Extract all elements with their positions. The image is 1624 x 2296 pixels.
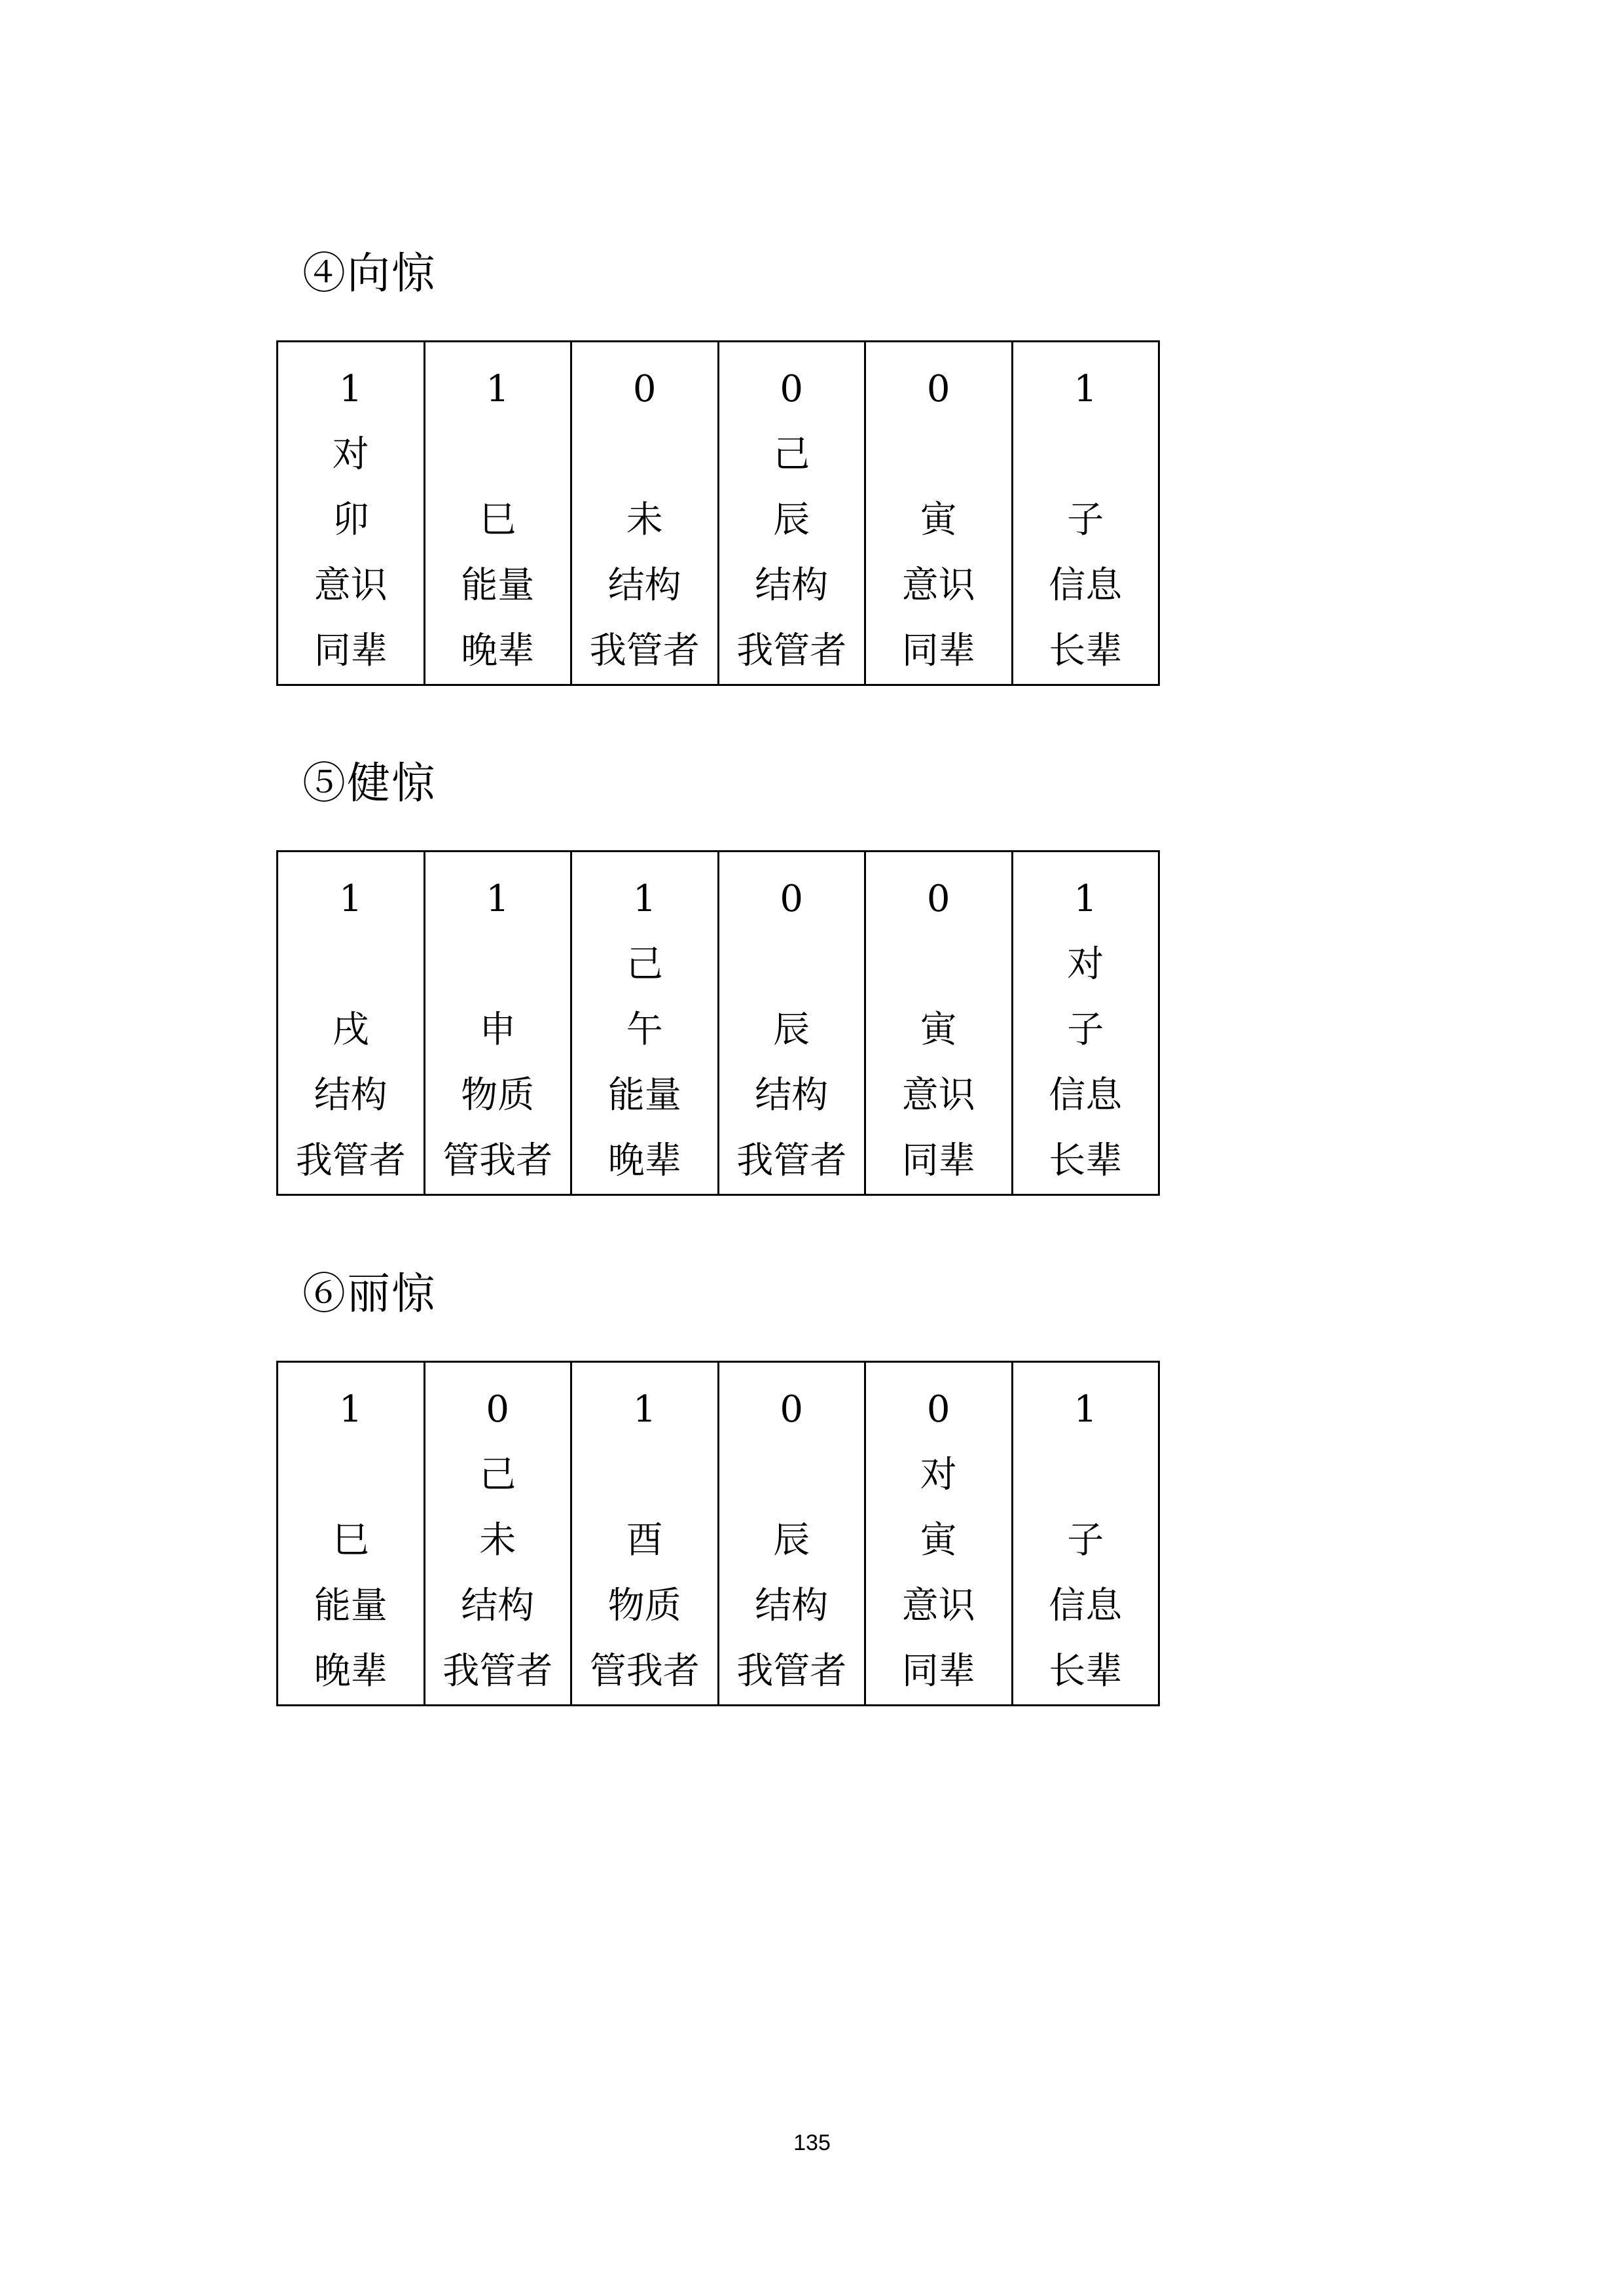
- cell-line: 辰: [773, 1519, 810, 1562]
- table-cell: [424, 342, 571, 685]
- cell-line: 同辈: [314, 630, 388, 672]
- cell-line: 管我者: [442, 1139, 553, 1182]
- cell-line: 0: [780, 368, 804, 410]
- cell-line: 同辈: [901, 1139, 975, 1182]
- cell-line: 结构: [755, 564, 829, 607]
- cell-line: 1: [632, 878, 657, 920]
- cell-line: 我管者: [736, 630, 847, 672]
- table-cell: [1012, 1362, 1159, 1706]
- table-cell: [424, 1362, 571, 1706]
- cell-line: 晚辈: [461, 630, 535, 672]
- cell-line: 酉: [626, 1519, 663, 1562]
- table-row: [278, 342, 1159, 685]
- hexagram-table: [276, 850, 1160, 1196]
- table-cell: [865, 342, 1013, 685]
- cell-line: 戌: [332, 1009, 369, 1051]
- cell-line: 子: [1067, 499, 1104, 541]
- table-cell: [718, 1362, 865, 1706]
- cell-line: 能量: [314, 1585, 388, 1627]
- table-cell: [1012, 852, 1159, 1195]
- cell-line: 未: [626, 499, 663, 541]
- cell-line: 同辈: [901, 1650, 975, 1693]
- cell-line: 对: [920, 1454, 957, 1496]
- cell-line: [1013, 422, 1159, 488]
- cell-line: 能量: [461, 564, 535, 607]
- cell-line: 结构: [461, 1585, 535, 1627]
- cell-line: 结构: [755, 1074, 829, 1117]
- cell-line: 我管者: [442, 1650, 553, 1693]
- cell-line: 结构: [607, 564, 681, 607]
- cell-line: 结构: [314, 1074, 388, 1117]
- cell-line: 1: [486, 878, 510, 920]
- cell-line: 1: [338, 368, 363, 410]
- cell-line: [1013, 1443, 1159, 1508]
- table-cell: [571, 342, 719, 685]
- cell-line: 长辈: [1049, 1139, 1123, 1182]
- cell-line: 辰: [773, 499, 810, 541]
- cell-line: 我管者: [736, 1650, 847, 1693]
- cell-line: [572, 422, 717, 488]
- cell-line: 1: [1074, 1388, 1098, 1431]
- page-number: 135: [793, 2130, 831, 2155]
- cell-line: 物质: [461, 1074, 535, 1117]
- cell-line: 0: [926, 878, 950, 920]
- table-cell: [865, 1362, 1013, 1706]
- cell-line: 信息: [1049, 1074, 1123, 1117]
- cell-line: 寅: [920, 499, 957, 541]
- table-row: [278, 852, 1159, 1195]
- cell-line: 子: [1067, 1009, 1104, 1051]
- cell-line: 意识: [901, 564, 975, 607]
- cell-line: 辰: [773, 1009, 810, 1051]
- cell-line: [278, 1443, 424, 1508]
- cell-line: 寅: [920, 1519, 957, 1562]
- table-cell: [278, 1362, 425, 1706]
- cell-line: 0: [926, 1388, 950, 1431]
- section-heading: ⑥丽惊: [302, 1268, 436, 1319]
- cell-line: 未: [479, 1519, 516, 1562]
- table-cell: [278, 342, 425, 685]
- cell-line: 对: [332, 433, 369, 476]
- cell-line: [719, 932, 865, 997]
- cell-line: [425, 422, 571, 488]
- hexagram-table: [276, 1361, 1160, 1706]
- cell-line: 1: [1074, 878, 1098, 920]
- cell-line: 结构: [755, 1585, 829, 1627]
- cell-line: 0: [926, 368, 950, 410]
- cell-line: 午: [626, 1009, 663, 1051]
- cell-line: [719, 1443, 865, 1508]
- table-cell: [571, 852, 719, 1195]
- section-heading: ⑤健惊: [302, 758, 436, 808]
- table-row: [278, 1362, 1159, 1706]
- cell-line: 1: [1074, 368, 1098, 410]
- cell-line: [866, 932, 1011, 997]
- cell-line: 0: [632, 368, 657, 410]
- cell-line: 1: [486, 368, 510, 410]
- cell-line: 1: [338, 878, 363, 920]
- cell-line: 寅: [920, 1009, 957, 1051]
- cell-line: 意识: [314, 564, 388, 607]
- cell-line: 巳: [332, 1519, 369, 1562]
- cell-line: 我管者: [295, 1139, 406, 1182]
- cell-line: 信息: [1049, 1585, 1123, 1627]
- cell-line: 0: [486, 1388, 510, 1431]
- cell-line: 我管者: [589, 630, 700, 672]
- cell-line: 子: [1067, 1519, 1104, 1562]
- cell-line: 晚辈: [314, 1650, 388, 1693]
- cell-line: 同辈: [901, 630, 975, 672]
- cell-line: 巳: [479, 499, 516, 541]
- cell-line: 卯: [332, 499, 369, 541]
- table-cell: [278, 852, 425, 1195]
- cell-line: 意识: [901, 1074, 975, 1117]
- table-cell: [424, 852, 571, 1195]
- cell-line: 己: [626, 943, 663, 986]
- cell-line: 我管者: [736, 1139, 847, 1182]
- table-cell: [865, 852, 1013, 1195]
- cell-line: 己: [773, 433, 810, 476]
- table-cell: [1012, 342, 1159, 685]
- cell-line: 能量: [607, 1074, 681, 1117]
- table-cell: [718, 342, 865, 685]
- cell-line: 长辈: [1049, 1650, 1123, 1693]
- cell-line: 0: [780, 878, 804, 920]
- cell-line: 1: [338, 1388, 363, 1431]
- cell-line: 管我者: [589, 1650, 700, 1693]
- cell-line: 0: [780, 1388, 804, 1431]
- cell-line: 申: [479, 1009, 516, 1051]
- table-cell: [718, 852, 865, 1195]
- cell-line: [572, 1443, 717, 1508]
- table-cell: [571, 1362, 719, 1706]
- cell-line: 晚辈: [607, 1139, 681, 1182]
- cell-line: 1: [632, 1388, 657, 1431]
- section-heading: ④向惊: [302, 248, 436, 298]
- cell-line: 己: [479, 1454, 516, 1496]
- cell-line: 物质: [607, 1585, 681, 1627]
- cell-line: [278, 932, 424, 997]
- cell-line: 长辈: [1049, 630, 1123, 672]
- cell-line: 信息: [1049, 564, 1123, 607]
- cell-line: [866, 422, 1011, 488]
- cell-line: [425, 932, 571, 997]
- cell-line: 对: [1067, 943, 1104, 986]
- hexagram-table: [276, 340, 1160, 686]
- cell-line: 意识: [901, 1585, 975, 1627]
